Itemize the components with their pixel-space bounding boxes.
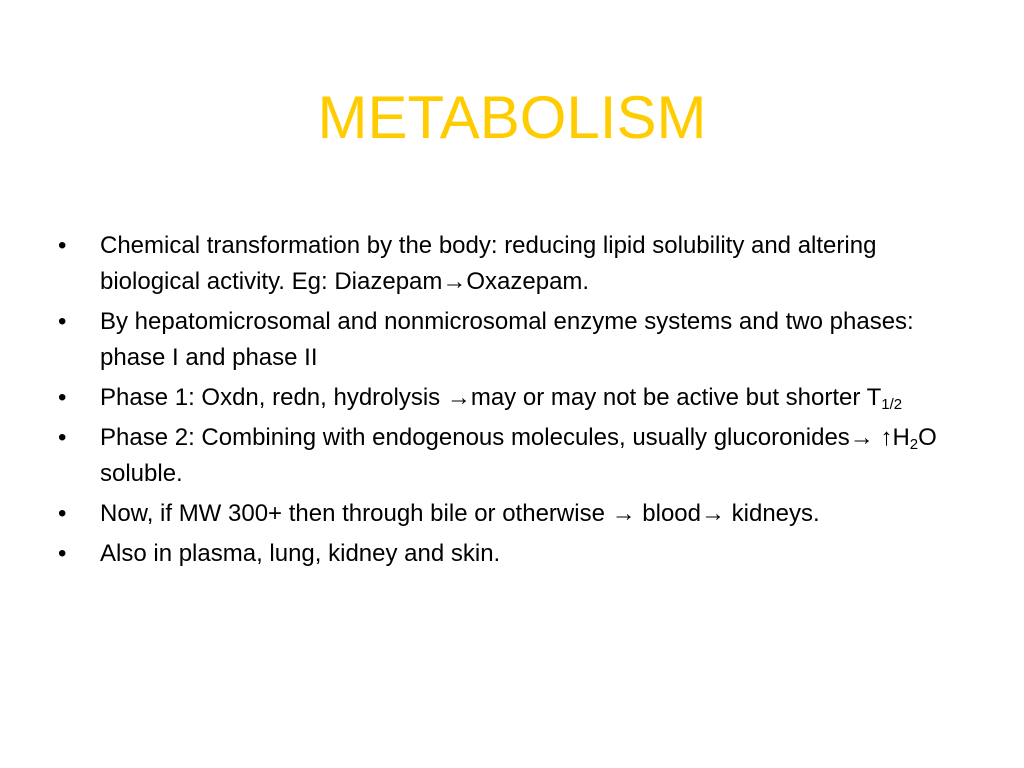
bullet-text: By hepatomicrosomal and nonmicrosomal enzyme systems and two phases: phase I and phase II (100, 308, 914, 371)
bullet-text-main: Phase 2: Combining with endogenous molecules, usually glucoronides→ ↑H (100, 424, 910, 451)
bullet-marker: • (58, 500, 67, 527)
bullet-item (56, 536, 976, 572)
bullet-marker: • (58, 540, 67, 567)
half-life-subscript: 1/2 (881, 396, 903, 413)
bullet-marker: • (58, 232, 67, 259)
bullet-text-tail: O soluble. (100, 424, 937, 487)
bullet-item (56, 304, 976, 376)
bullet-item (56, 496, 976, 532)
bullet-text: Also in plasma, lung, kidney and skin. (100, 540, 501, 567)
bullet-marker: • (58, 384, 67, 411)
bullet-item (56, 420, 976, 492)
bullet-marker: • (58, 308, 67, 335)
water-subscript: 2 (909, 436, 919, 453)
bullet-item (56, 228, 976, 300)
bullet-text (100, 424, 937, 487)
bullet-item (56, 380, 976, 416)
bullet-text: Chemical transformation by the body: reducing lipid solubility and altering biological activity. Eg: Diazepam→Oxazepam. (100, 232, 877, 295)
bullet-list (56, 228, 976, 576)
bullet-marker: • (58, 424, 67, 451)
slide-title: METABOLISM (317, 84, 707, 151)
bullet-text: Now, if MW 300+ then through bile or otherwise → blood→ kidneys. (100, 500, 820, 527)
bullet-text (100, 384, 902, 411)
bullet-text-main: Phase 1: Oxdn, redn, hydrolysis →may or may not be active but shorter T (100, 384, 882, 411)
